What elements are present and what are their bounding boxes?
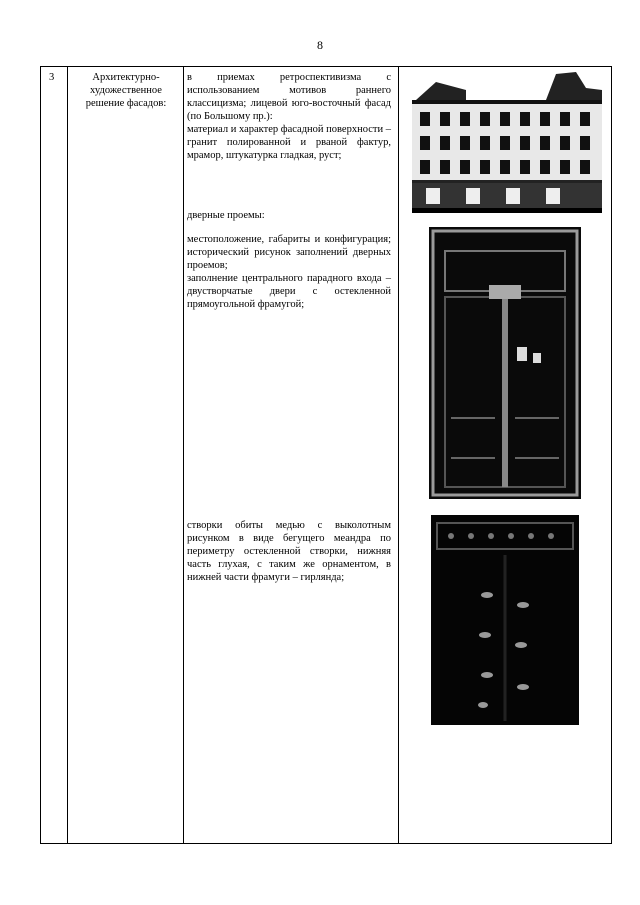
- description-block: [187, 233, 391, 311]
- item-name: Архитектурно-художественное решение фасадов:: [85, 72, 167, 109]
- building-facade-photo: [406, 70, 608, 213]
- page-number: 8: [317, 38, 323, 52]
- description-paragraph: в приемах ретроспективизма с использованием мотивов раннего классицизма; лицевой юго-восточный фасад (по Большому пр.):: [187, 72, 391, 122]
- table: [40, 66, 612, 844]
- description-paragraph: местоположение, габариты и конфигурация; исторический рисунок заполнений дверных проемов;: [187, 234, 391, 271]
- door-ornament-detail-photo: [431, 515, 579, 725]
- description-block: [187, 71, 391, 162]
- description-paragraph: материал и характер фасадной поверхности – гранит полированной и рваной фактур, мрамор, штукатурка гладкая, руст;: [187, 124, 391, 161]
- entrance-door-photo: [429, 227, 581, 499]
- description-paragraph: заполнение центрального парадного входа – двустворчатые двери с остекленной прямоугольной фрамугой;: [187, 273, 391, 310]
- column-divider: [183, 67, 184, 497]
- column-divider: [67, 67, 68, 843]
- row-number: 3: [49, 72, 55, 83]
- description-paragraph: створки обиты медью с выколотным рисунком в виде бегущего меандра по периметру остекленной створки, нижняя часть глухая, с таким же орнаментом, в нижней части фрамуги – гирлянда;: [187, 520, 391, 583]
- column-divider: [398, 67, 399, 843]
- description-paragraph: дверные проемы:: [187, 210, 265, 221]
